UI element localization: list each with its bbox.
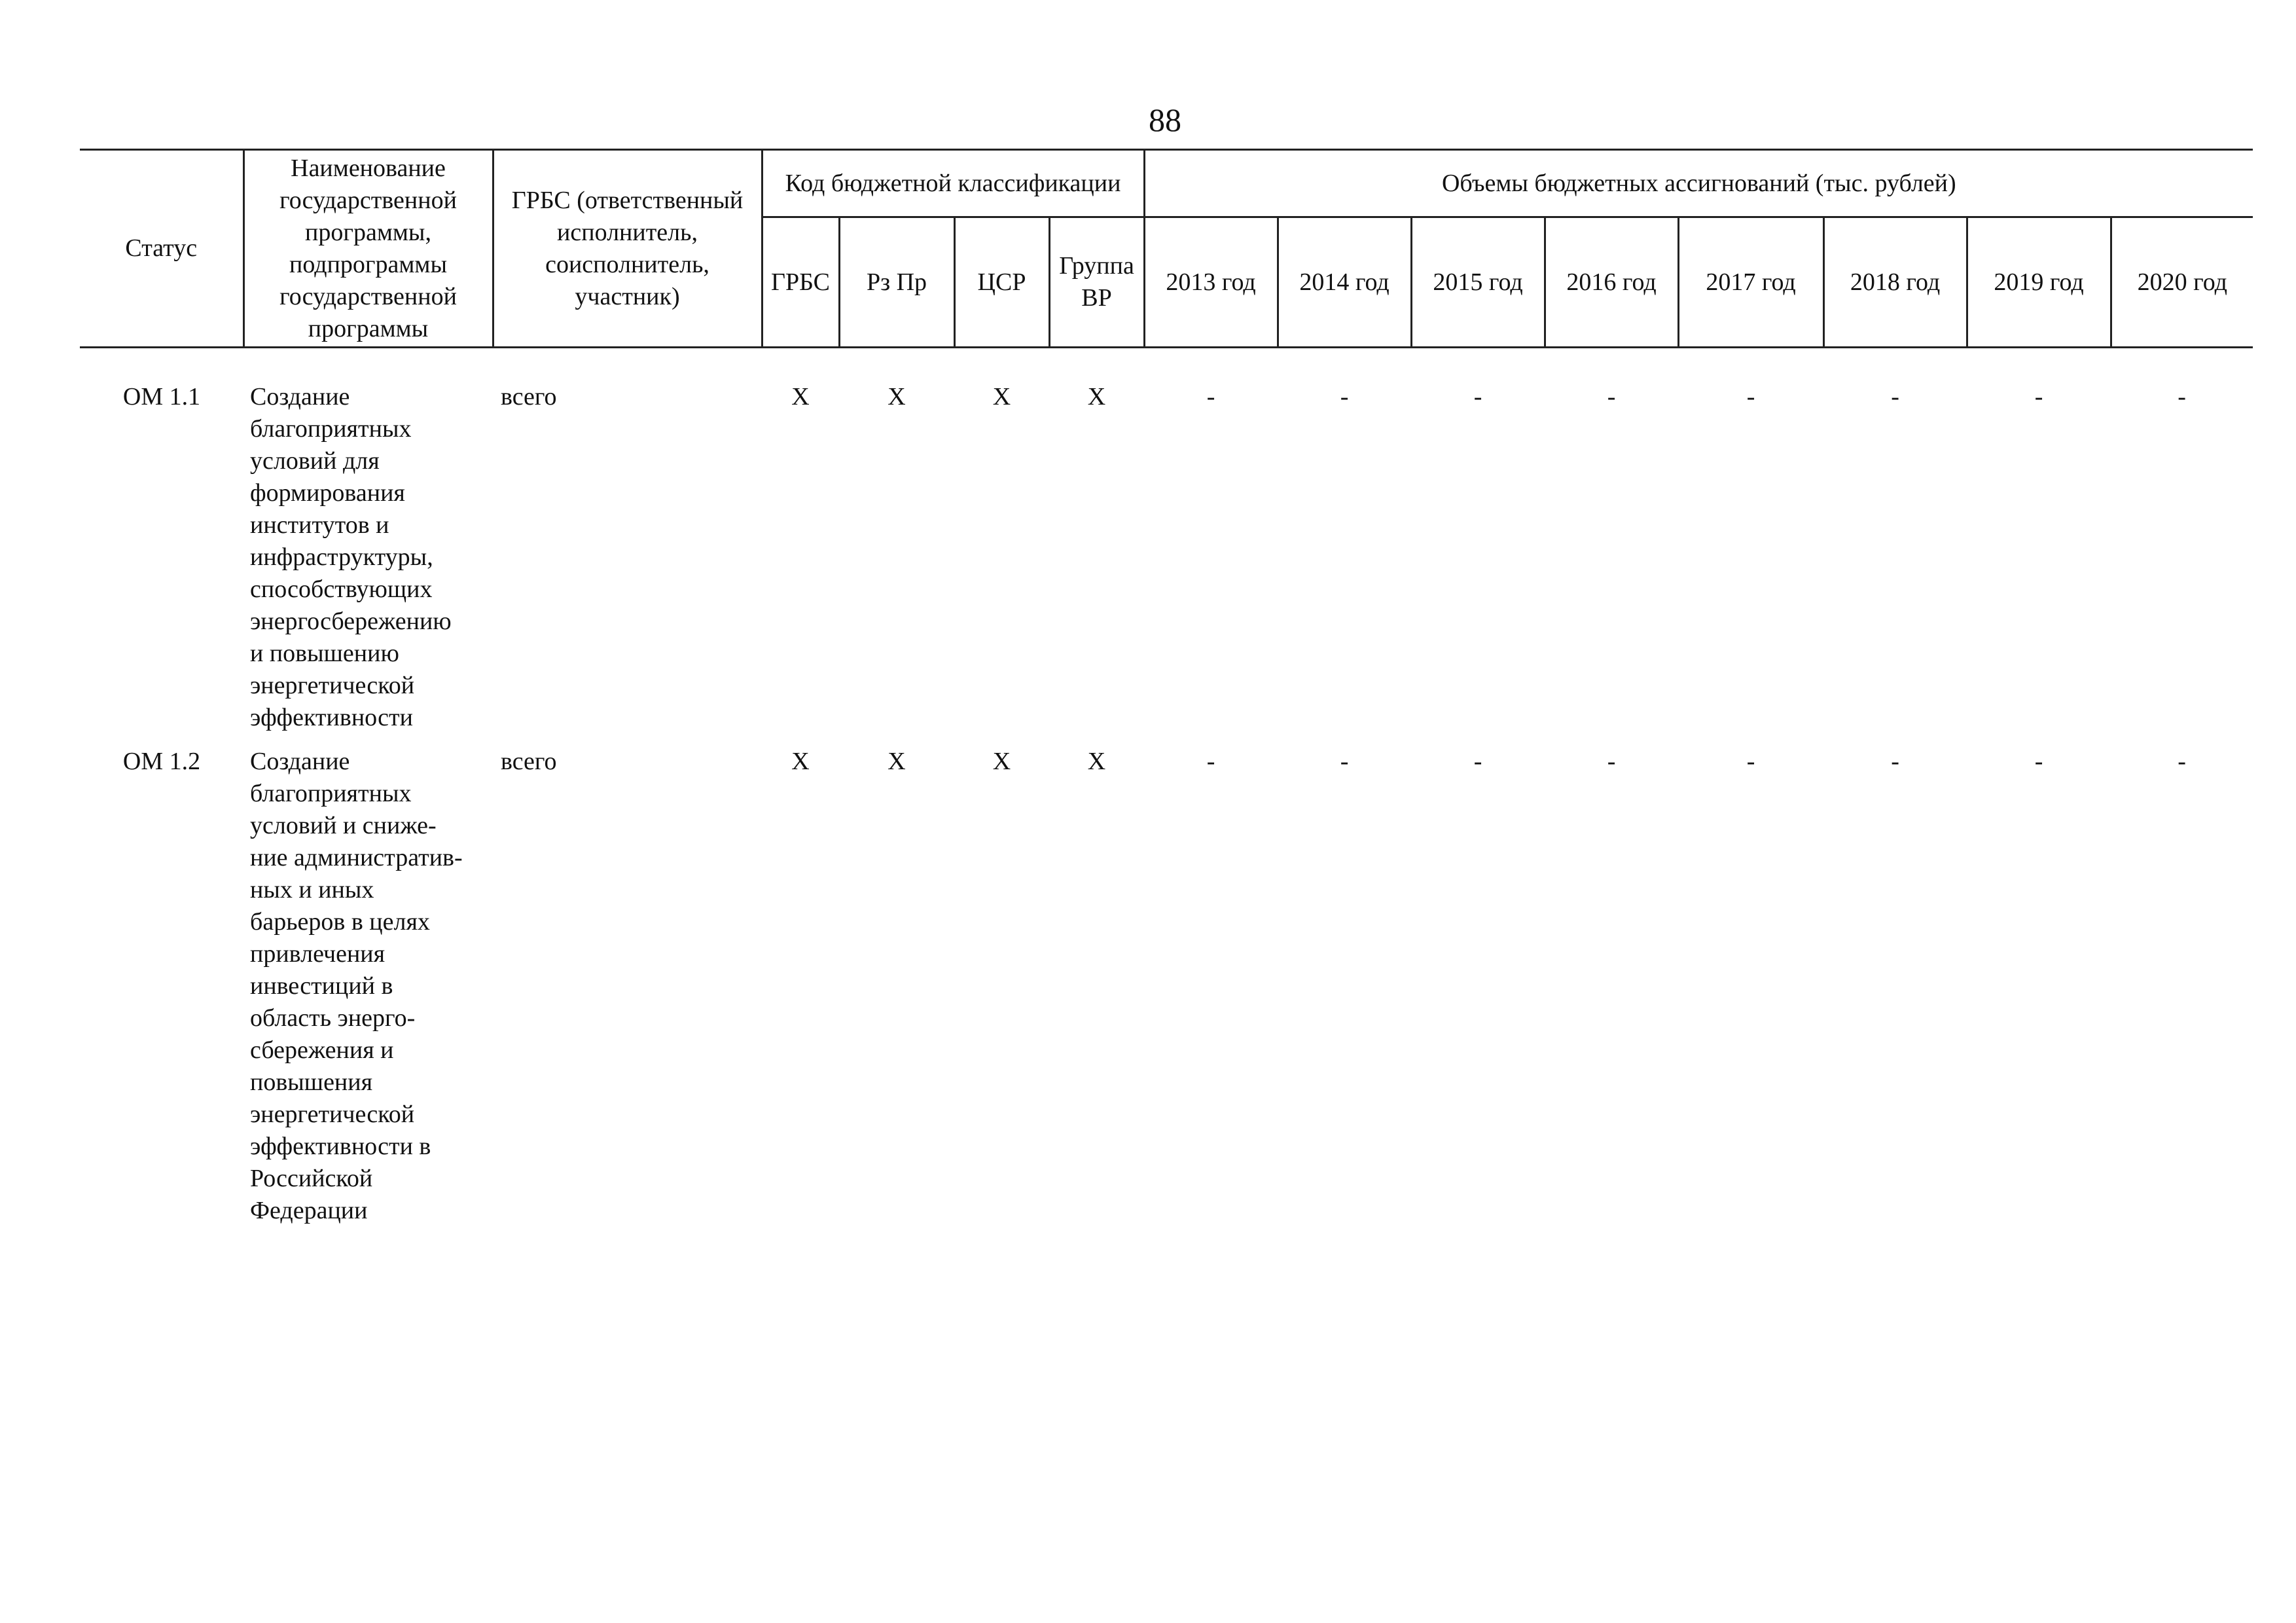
row-value-2014: -	[1340, 383, 1349, 410]
header-year-2019: 2019 год	[1967, 217, 2111, 348]
row-code-rzpr: Х	[888, 748, 906, 775]
header-code-vr: Группа ВР	[1049, 217, 1144, 348]
row-name	[243, 381, 493, 746]
header-year-2013: 2013 год	[1144, 217, 1278, 348]
row-code-grbs: Х	[791, 383, 810, 410]
row-grbs: всего	[501, 383, 557, 410]
row-value-2013: -	[1206, 383, 1215, 410]
row-value-2014: -	[1340, 748, 1349, 775]
row-status: ОМ 1.2	[122, 748, 201, 775]
row-value-2013: -	[1206, 748, 1215, 775]
header-budget-code-group: Код бюджетной классификации	[762, 150, 1144, 217]
row-value-2019: -	[2034, 383, 2043, 410]
row-status: ОМ 1.1	[122, 383, 201, 410]
row-value-2018: -	[1891, 748, 1899, 775]
row-value-2017: -	[1746, 748, 1755, 775]
row-value-2016: -	[1607, 383, 1616, 410]
header-year-2016: 2016 год	[1545, 217, 1678, 348]
header-program-name: Наименование государственной программы, подпрограммы государственной программы	[243, 150, 493, 348]
row-value-2020: -	[2178, 748, 2186, 775]
header-code-csr: ЦСР	[954, 217, 1049, 348]
row-code-vr: Х	[1087, 748, 1106, 775]
row-code-grbs: Х	[791, 748, 810, 775]
row-name-text: Создание благоприятных условий и сниже- ние административ- ных и иных барьеров в целях привлечения инвестиций в область энерго- сбережения и повышения энергетической эффективности в Российской Федерации	[250, 748, 463, 1224]
table-body	[80, 348, 2253, 1239]
row-code-csr: Х	[992, 748, 1011, 775]
header-year-2018: 2018 год	[1823, 217, 1967, 348]
row-value-2017: -	[1746, 383, 1755, 410]
header-volumes-group: Объемы бюджетных ассигнований (тыс. рублей)	[1144, 150, 2253, 217]
header-status: Статус	[80, 150, 243, 348]
page-number: 88	[1149, 101, 1181, 138]
budget-allocation-table	[80, 149, 2253, 1239]
row-code-vr: Х	[1087, 383, 1106, 410]
header-year-2020: 2020 год	[2111, 217, 2253, 348]
row-grbs: всего	[501, 748, 557, 775]
row-value-2016: -	[1607, 748, 1616, 775]
row-code-rzpr: Х	[888, 383, 906, 410]
header-code-rzpr: Рз Пр	[839, 217, 954, 348]
row-value-2015: -	[1473, 383, 1482, 410]
header-year-2015: 2015 год	[1411, 217, 1545, 348]
row-value-2020: -	[2178, 383, 2186, 410]
table-row	[80, 381, 2253, 746]
row-value-2019: -	[2034, 748, 2043, 775]
header-grbs-responsible: ГРБС (ответственный исполнитель, соисполнитель, участник)	[493, 150, 762, 348]
row-value-2015: -	[1473, 748, 1482, 775]
row-name-text: Создание благоприятных условий для формирования институтов и инфраструктуры, способствующих энергосбережению и повышению энергетической эффективности	[250, 383, 452, 731]
table-header	[80, 150, 2253, 348]
header-year-2017: 2017 год	[1678, 217, 1823, 348]
row-code-csr: Х	[992, 383, 1011, 410]
table-row	[80, 746, 2253, 1239]
header-code-grbs: ГРБС	[762, 217, 839, 348]
header-year-2014: 2014 год	[1278, 217, 1411, 348]
row-name	[243, 746, 493, 1239]
row-value-2018: -	[1891, 383, 1899, 410]
